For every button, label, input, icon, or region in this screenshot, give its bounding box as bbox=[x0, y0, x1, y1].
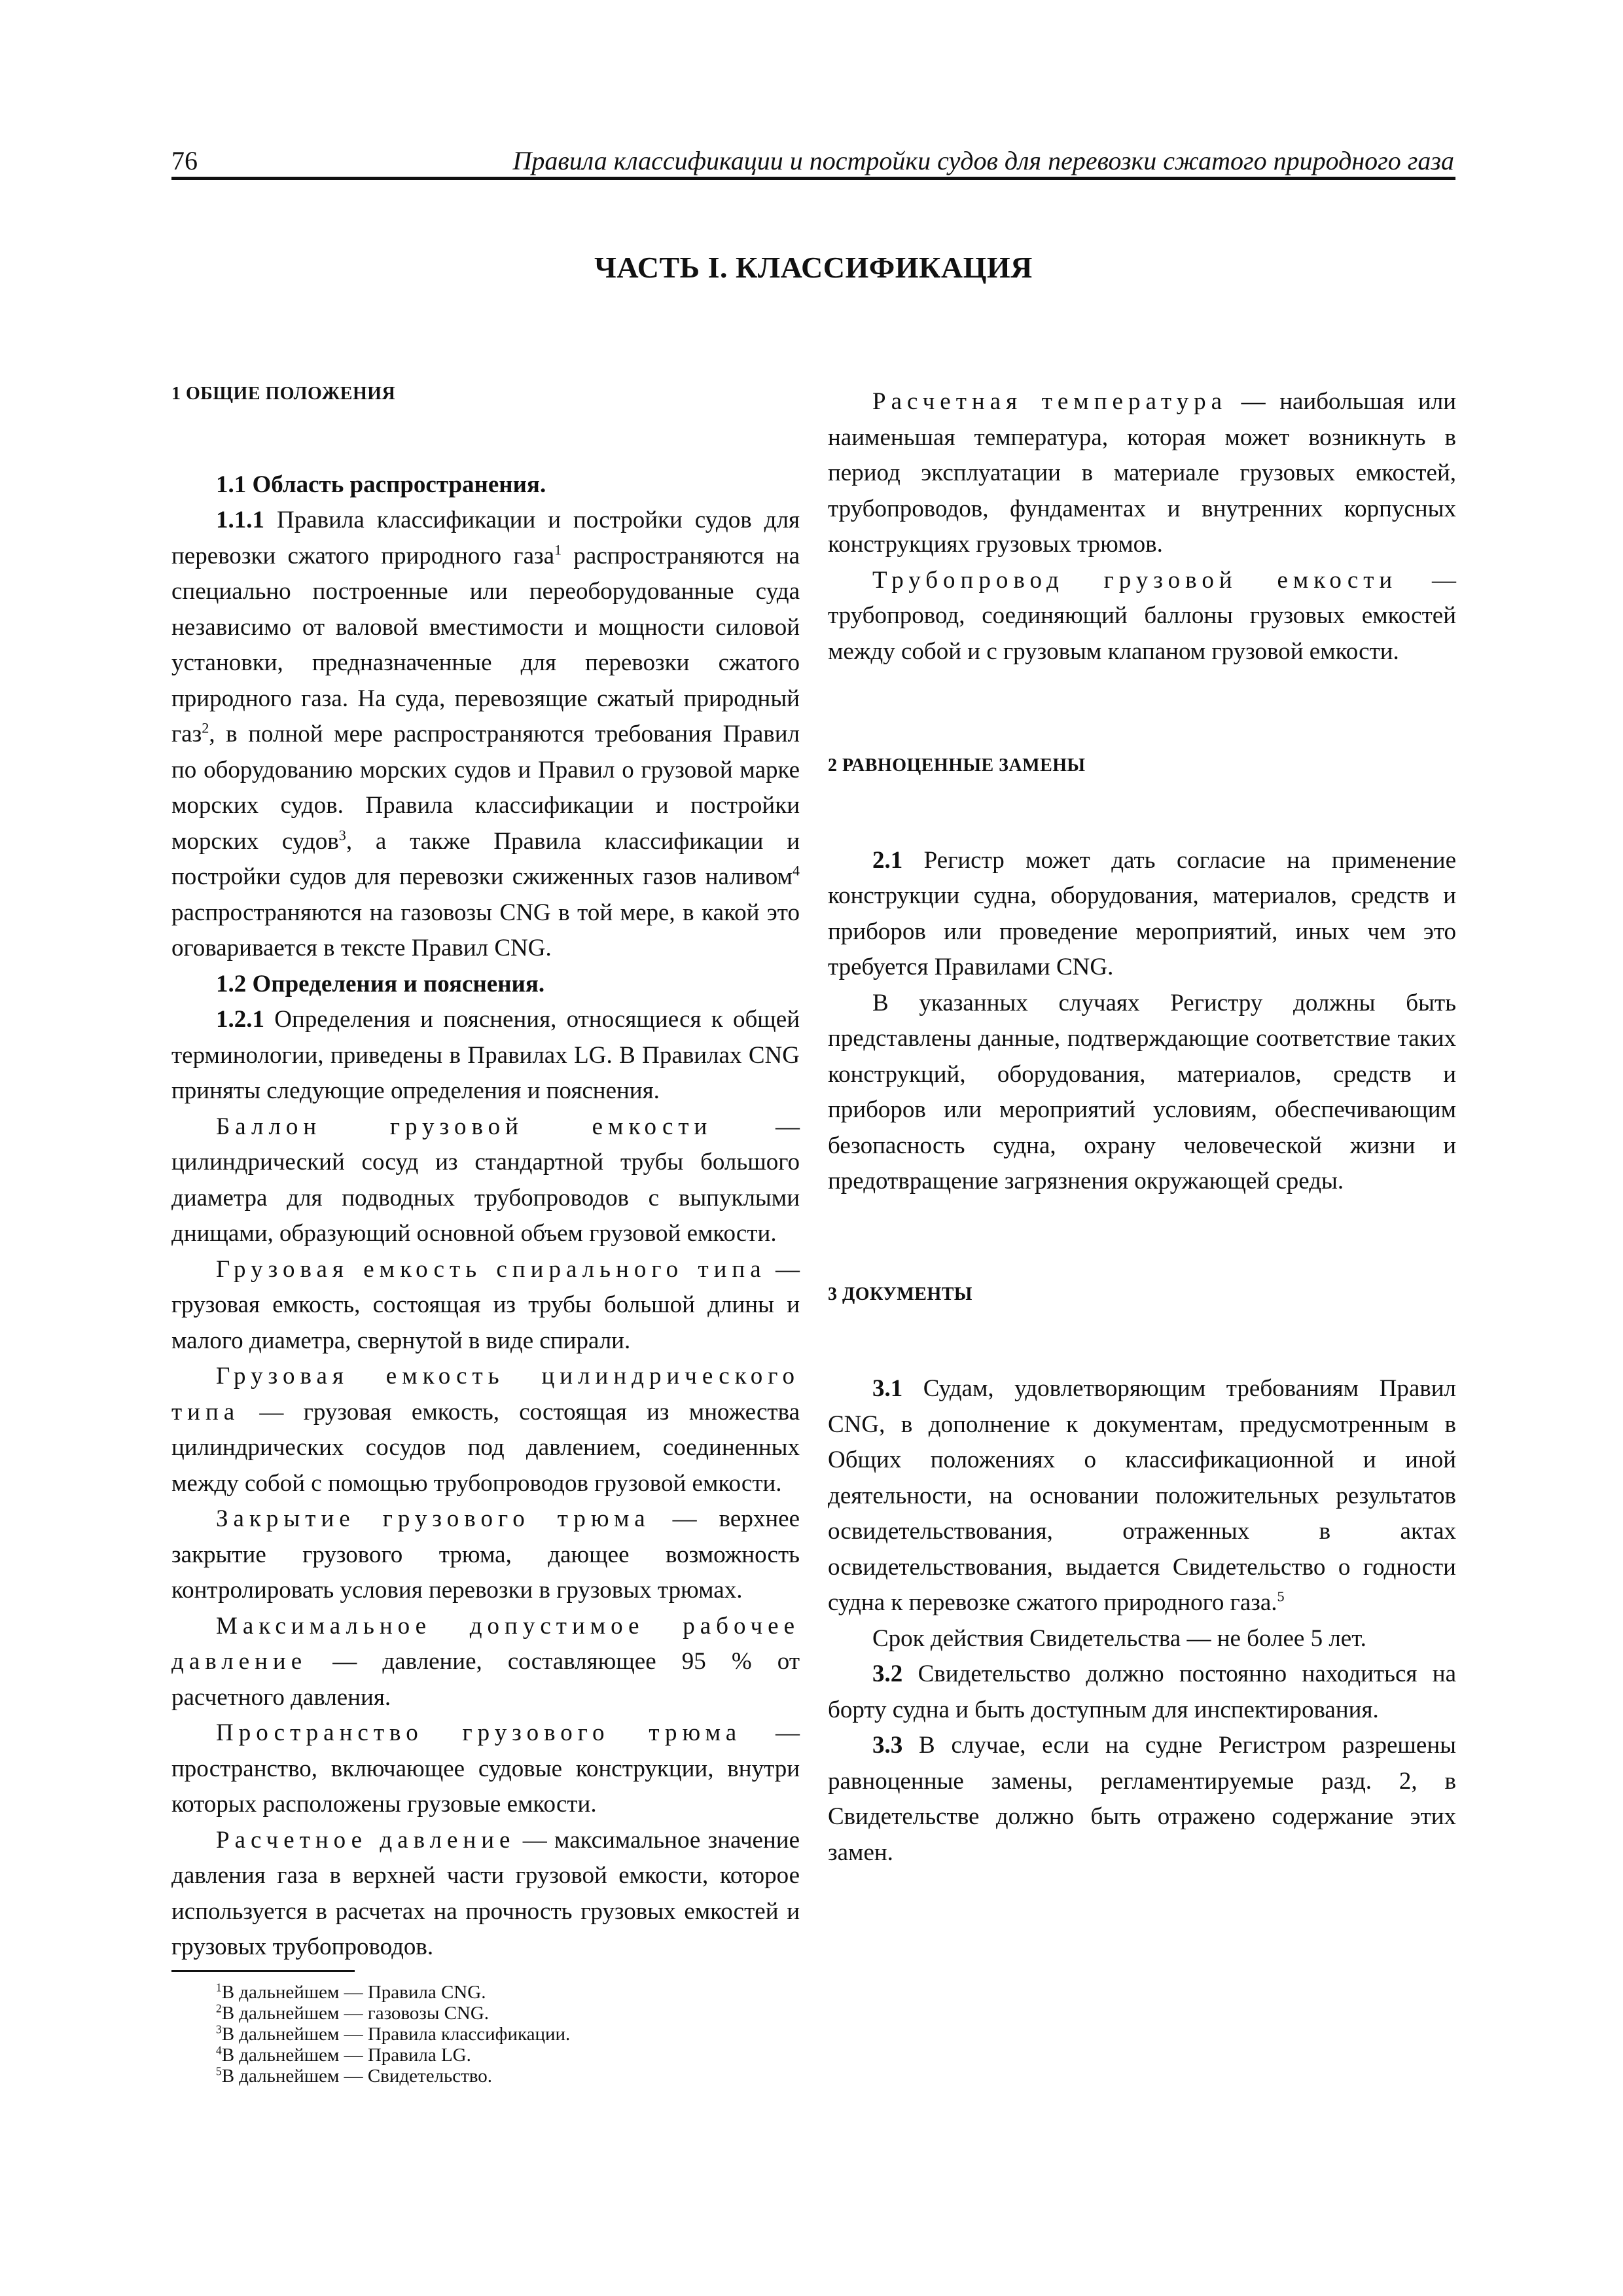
definition-max-pressure: Максимальное допустимое рабочее давление — давление, составляющее 95 % от расчетного давления. bbox=[171, 1612, 800, 1711]
footnote-ref-2: 2 bbox=[202, 719, 209, 736]
definition-term: Баллон грузовой емкости bbox=[216, 1113, 713, 1140]
footnote-ref-5: 5 bbox=[1277, 1588, 1285, 1605]
definition-design-pressure: Расчетное давление — максимальное значение давления газа в верхней части грузовой емкости, которое используется в расчетах на прочность грузовых емкостей и грузовых трубопроводов. bbox=[171, 1826, 800, 1960]
section-2-title: 2 РАВНОЦЕННЫЕ ЗАМЕНЫ bbox=[828, 755, 1086, 776]
section-1-title: 1 ОБЩИЕ ПОЛОЖЕНИЯ bbox=[171, 384, 396, 404]
definition-tank-piping: Трубопровод грузовой емкости — трубопровод, соединяющий баллоны грузовых емкостей между собой и с грузовым клапаном грузовой емкости. bbox=[828, 566, 1457, 665]
definition-term: Трубопровод грузовой емкости bbox=[872, 566, 1398, 594]
footnotes bbox=[216, 1982, 570, 2087]
definition-design-temperature: Расчетная температура — наибольшая или наименьшая температура, которая может возникнуть в период эксплуатации в материале грузовых емкостей, трубопроводов, фундаментах и внутренних корпусных конструкциях грузовых трюмов. bbox=[828, 388, 1456, 558]
definition-term: Максимальное допустимое рабочее давление bbox=[171, 1612, 800, 1675]
page-number: 76 bbox=[171, 146, 198, 175]
paragraph-2-1: 2.1 Регистр может дать согласие на применение конструкции судна, оборудования, материалов, средств и приборов или проведение мероприятий, иных чем это требуется Правилами CNG. bbox=[828, 846, 1456, 980]
section-3-title: 3 ДОКУМЕНТЫ bbox=[828, 1283, 972, 1304]
paragraph-3-2-number: 3.2 bbox=[872, 1660, 903, 1687]
paragraph-3-1-b: Срок действия Свидетельства — не более 5 лет. bbox=[872, 1624, 1366, 1652]
page-header bbox=[171, 143, 1454, 182]
left-column bbox=[171, 376, 800, 1965]
definition-term: Грузовая емкость цилиндрического типа bbox=[171, 1363, 800, 1426]
definition-term: Расчетная температура bbox=[872, 388, 1228, 415]
definition-hold-closure: Закрытие грузового трюма — верхнее закрытие грузового трюма, дающее возможность контролировать условия перевозки в грузовых трюмах. bbox=[171, 1505, 800, 1604]
footnote-ref-4: 4 bbox=[792, 862, 800, 879]
heading-1-2: 1.2 Определения и пояснения. bbox=[216, 970, 545, 997]
footnote-ref-1: 1 bbox=[554, 541, 562, 558]
definition-cylinder: Баллон грузовой емкости — цилиндрический сосуд из стандартной трубы большого диаметра для подводных трубопроводов с выпуклыми днищами, образующий основной объем грузовой емкости. bbox=[171, 1113, 800, 1247]
footnote-5: $^5$В дальнейшем — Свидетельство. bbox=[216, 2064, 493, 2087]
footnote-4: $^4$В дальнейшем — Правила LG. bbox=[216, 2043, 471, 2066]
definition-hold-space: Пространство грузового трюма — пространство, включающее судовые конструкции, внутри которых расположены грузовые емкости. bbox=[171, 1719, 800, 1818]
definition-term: Закрытие грузового трюма bbox=[216, 1505, 651, 1532]
footnote-rule bbox=[171, 1970, 355, 1972]
paragraph-3-1-number: 3.1 bbox=[872, 1375, 903, 1402]
footnote-3: $^3$В дальнейшем — Правила классификации. bbox=[216, 2022, 571, 2045]
definition-term: Грузовая емкость спирального типа bbox=[216, 1255, 766, 1283]
definition-cylindrical-tank: Грузовая емкость цилиндрического типа — грузовая емкость, состоящая из множества цилиндрических сосудов под давлением, соединенных между собой с помощью трубопроводов грузовой емкости. bbox=[171, 1363, 800, 1497]
paragraph-2-1-number: 2.1 bbox=[872, 846, 903, 874]
definition-term: Пространство грузового трюма bbox=[216, 1719, 742, 1746]
paragraph-3-3: 3.3 В случае, если на судне Регистром разрешены равноценные замены, регламентируемые разд. 2, в Свидетельстве должно быть отражено содержание этих замен. bbox=[828, 1732, 1456, 1866]
paragraph-1-1-1-number: 1.1.1 bbox=[216, 507, 264, 533]
heading-1-1: 1.1 Область распространения. bbox=[216, 471, 546, 498]
definition-spiral-tank: Грузовая емкость спирального типа — грузовая емкость, состоящая из трубы большой длины и малого диаметра, свернутой в виде спирали. bbox=[171, 1255, 800, 1354]
right-column bbox=[828, 384, 1456, 1871]
running-title: Правила классификации и постройки судов для перевозки сжатого природного газа bbox=[512, 146, 1454, 175]
part-title: ЧАСТЬ I. КЛАССИФИКАЦИЯ bbox=[594, 251, 1033, 284]
paragraph-3-1: 3.1 Судам, удовлетворяющим требованиям Правил CNG, в дополнение к документам, предусмотренным в Общих положениях о классификационной и иной деятельности, на основании положительных результатов освидетельствования, отраженных в актах освидетельствования, выдается Свидетельство о годности судна к перевозке сжатого природного газа.$^5$ bbox=[828, 1375, 1456, 1616]
footnote-1: $^1$В дальнейшем — Правила CNG. bbox=[216, 1981, 486, 2003]
footnote-ref-3: 3 bbox=[338, 827, 346, 844]
paragraph-1-2-1-number: 1.2.1 bbox=[216, 1006, 264, 1033]
paragraph-1-1-1: 1.1.1 Правила классификации и постройки судов для перевозки сжатого природного газа$^1$ распространяются на специально построенные или переоборудованные суда независимо от валовой вместимости и мощности силовой установки, предназначенные для перевозки сжатого природного газа. На суда, перевозящие сжатый природный газ$^2$, в полной мере распространяются требования Правил по оборудованию морских судов и Правил о грузовой марке морских судов. Правила классификации и постройки морских судов$^3$, а также Правила классификации и постройки судов для перевозки сжиженных газов наливом$^4$ распространяются на газовозы CNG в той мере, в какой это оговаривается в тексте Правил CNG. bbox=[171, 507, 800, 961]
paragraph-3-3-number: 3.3 bbox=[872, 1732, 903, 1759]
definition-term: Расчетное давление bbox=[216, 1826, 516, 1854]
header-rule bbox=[171, 177, 1455, 180]
footnote-2: $^2$В дальнейшем — газовозы CNG. bbox=[216, 2001, 490, 2024]
paragraph-2-1-b: В указанных случаях Регистру должны быть представлены данные, подтверждающие соответствие таких конструкций, оборудования, материалов, средств и приборов или мероприятий условиям, обеспечивающим безопасность судна, охрану человеческой жизни и предотвращение загрязнения окружающей среды. bbox=[828, 989, 1456, 1194]
paragraph-1-2-1: 1.2.1 Определения и пояснения, относящиеся к общей терминологии, приведены в Правилах LG. В Правилах CNG приняты следующие определения и пояснения. bbox=[171, 1006, 800, 1104]
paragraph-3-2: 3.2 Свидетельство должно постоянно находиться на борту судна и быть доступным для инспектирования. bbox=[828, 1660, 1456, 1723]
